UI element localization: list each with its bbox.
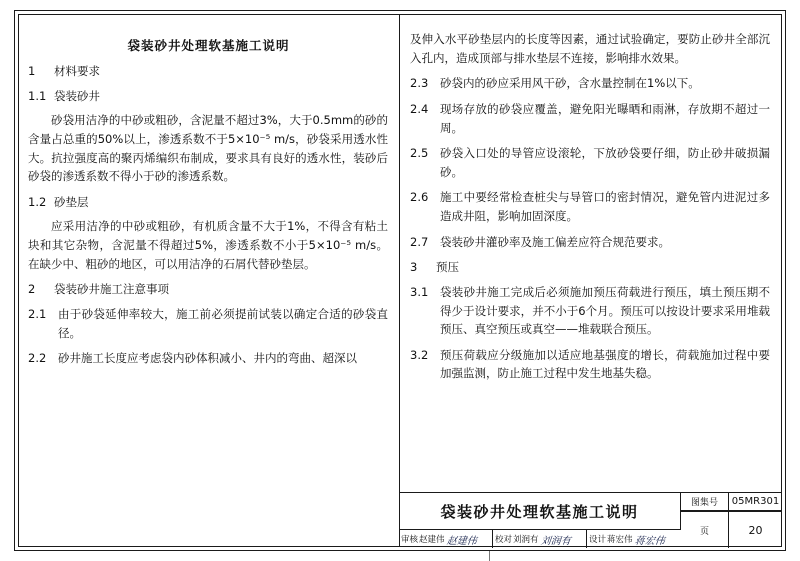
- item-number: 2.7: [410, 234, 429, 249]
- item-number: 3.1: [410, 284, 429, 299]
- section-heading: [28, 87, 388, 106]
- section-heading: [28, 62, 388, 81]
- signature-handwriting: 刘润有: [539, 535, 571, 547]
- paragraph: 应采用洁净的中砂或粗砂，有机质含量不大于1%，不得含有粘土块和其它杂物，含泥量不得超过5%，渗透系数不小于5×10⁻⁵ m/s。在缺少中、粗砂的地区，可以用洁净的石屑代替砂垫层。: [28, 219, 388, 271]
- section-number: 2: [28, 282, 36, 297]
- right-column: [410, 30, 770, 390]
- continued-paragraph: 及伸入水平砂垫层内的长度等因素，通过试验确定，要防止砂井全部沉入孔内，造成顶部与排水垫层不连接，影响排水效果。: [410, 32, 770, 65]
- section-title: 砂垫层: [54, 194, 89, 209]
- title-block: [399, 492, 782, 547]
- section-number: 1: [28, 64, 36, 78]
- section-title: 袋装砂井: [54, 88, 100, 103]
- section-title: 材料要求: [54, 64, 100, 78]
- section-heading: [28, 280, 388, 299]
- item-number: 2.5: [410, 146, 429, 161]
- column-divider: [399, 14, 400, 547]
- signature-cell-check: [493, 530, 587, 548]
- item-number: 2.2: [28, 351, 47, 366]
- item-text: 由于砂袋延伸率较大，施工前必须提前试装以确定合适的砂袋直径。: [58, 306, 388, 340]
- numbered-item: [410, 144, 770, 181]
- paragraph: 砂袋用洁净的中砂或粗砂，含泥量不超过3%，大于0.5mm的砂的含量占总重的50%以上，渗透系数不于5×10⁻⁵ m/s，砂袋采用透水性大。抗拉强度高的聚丙烯编织布制成，要求具有良好的透水性，装砂后砂袋的渗透系数不得小于砂的渗透系数。: [28, 113, 388, 184]
- section-number: 1.2: [28, 194, 47, 209]
- left-column: [28, 62, 388, 375]
- scan-spine-line: [489, 551, 490, 561]
- signature-name: 赵建伟: [419, 535, 445, 545]
- section-heading: [410, 258, 770, 277]
- item-text: 砂井施工长度应考虑袋内砂体积减小、井内的弯曲、超深以: [58, 351, 357, 366]
- item-text: 现场存放的砂袋应覆盖，避免阳光曝晒和雨淋，存放期不超过一周。: [440, 101, 770, 135]
- signature-row: [399, 529, 681, 548]
- drawing-set-code-label: 图集号: [681, 493, 729, 511]
- signature-label: 设计: [589, 535, 607, 545]
- numbered-item: [410, 74, 770, 93]
- numbered-item: [410, 233, 770, 252]
- item-text: 袋装砂井施工完成后必须施加预压荷载进行预压，填土预压期不得少于设计要求，并不小于6个月。预压可以按设计要求采用堆载预压、真空预压或真空——堆载联合预压。: [440, 284, 770, 337]
- title-block-main-title: 袋装砂井处理软基施工说明: [399, 493, 681, 529]
- signature-label: 审核: [401, 535, 419, 545]
- item-text: 施工中要经常检查桩尖与导管口的密封情况，避免管内进泥过多造成井阻，影响加固深度。: [440, 190, 770, 223]
- section-title: 预压: [436, 260, 459, 275]
- section-number: 3: [410, 260, 418, 275]
- drawing-set-code-value: 05MR301: [729, 493, 782, 511]
- item-number: 2.4: [410, 101, 429, 116]
- item-text: 袋装砂井灌砂率及施工偏差应符合规范要求。: [440, 234, 670, 249]
- item-text: 砂袋入口处的导管应设滚轮，下放砂袋要仔细，防止砂井破损漏砂。: [440, 146, 770, 179]
- signature-handwriting: 赵建伟: [445, 535, 477, 547]
- numbered-item: [410, 188, 770, 225]
- signature-name: 蒋宏伟: [607, 535, 633, 545]
- section-heading: [28, 193, 388, 212]
- item-number: 3.2: [410, 347, 429, 362]
- title-block-top-row: [399, 493, 782, 537]
- item-text: 砂袋内的砂应采用风干砂，含水量控制在1%以下。: [440, 76, 700, 91]
- numbered-item: [410, 346, 770, 383]
- item-text: 预压荷载应分级施加以适应地基强度的增长，荷载施加过程中要加强监测，防止施工过程中发生地基失稳。: [440, 347, 770, 381]
- signature-handwriting: 蒋宏伟: [633, 535, 665, 547]
- page-title: 袋装砂井处理软基施工说明: [127, 38, 290, 53]
- numbered-item: [28, 305, 388, 342]
- numbered-item: [28, 349, 388, 368]
- page-number-label: 页: [681, 511, 729, 548]
- signature-cell-design: [587, 530, 681, 548]
- signature-label: 校对: [495, 535, 513, 545]
- signature-name: 刘润有: [513, 535, 539, 545]
- item-number: 2.1: [28, 306, 47, 321]
- item-number: 2.3: [410, 76, 429, 91]
- section-title: 袋装砂井施工注意事项: [54, 282, 169, 297]
- section-number: 1.1: [28, 88, 47, 103]
- signature-cell-review: [399, 530, 493, 548]
- numbered-item: [410, 283, 770, 339]
- page-number-value: 20: [729, 511, 782, 548]
- numbered-item: [410, 100, 770, 137]
- item-number: 2.6: [410, 190, 429, 205]
